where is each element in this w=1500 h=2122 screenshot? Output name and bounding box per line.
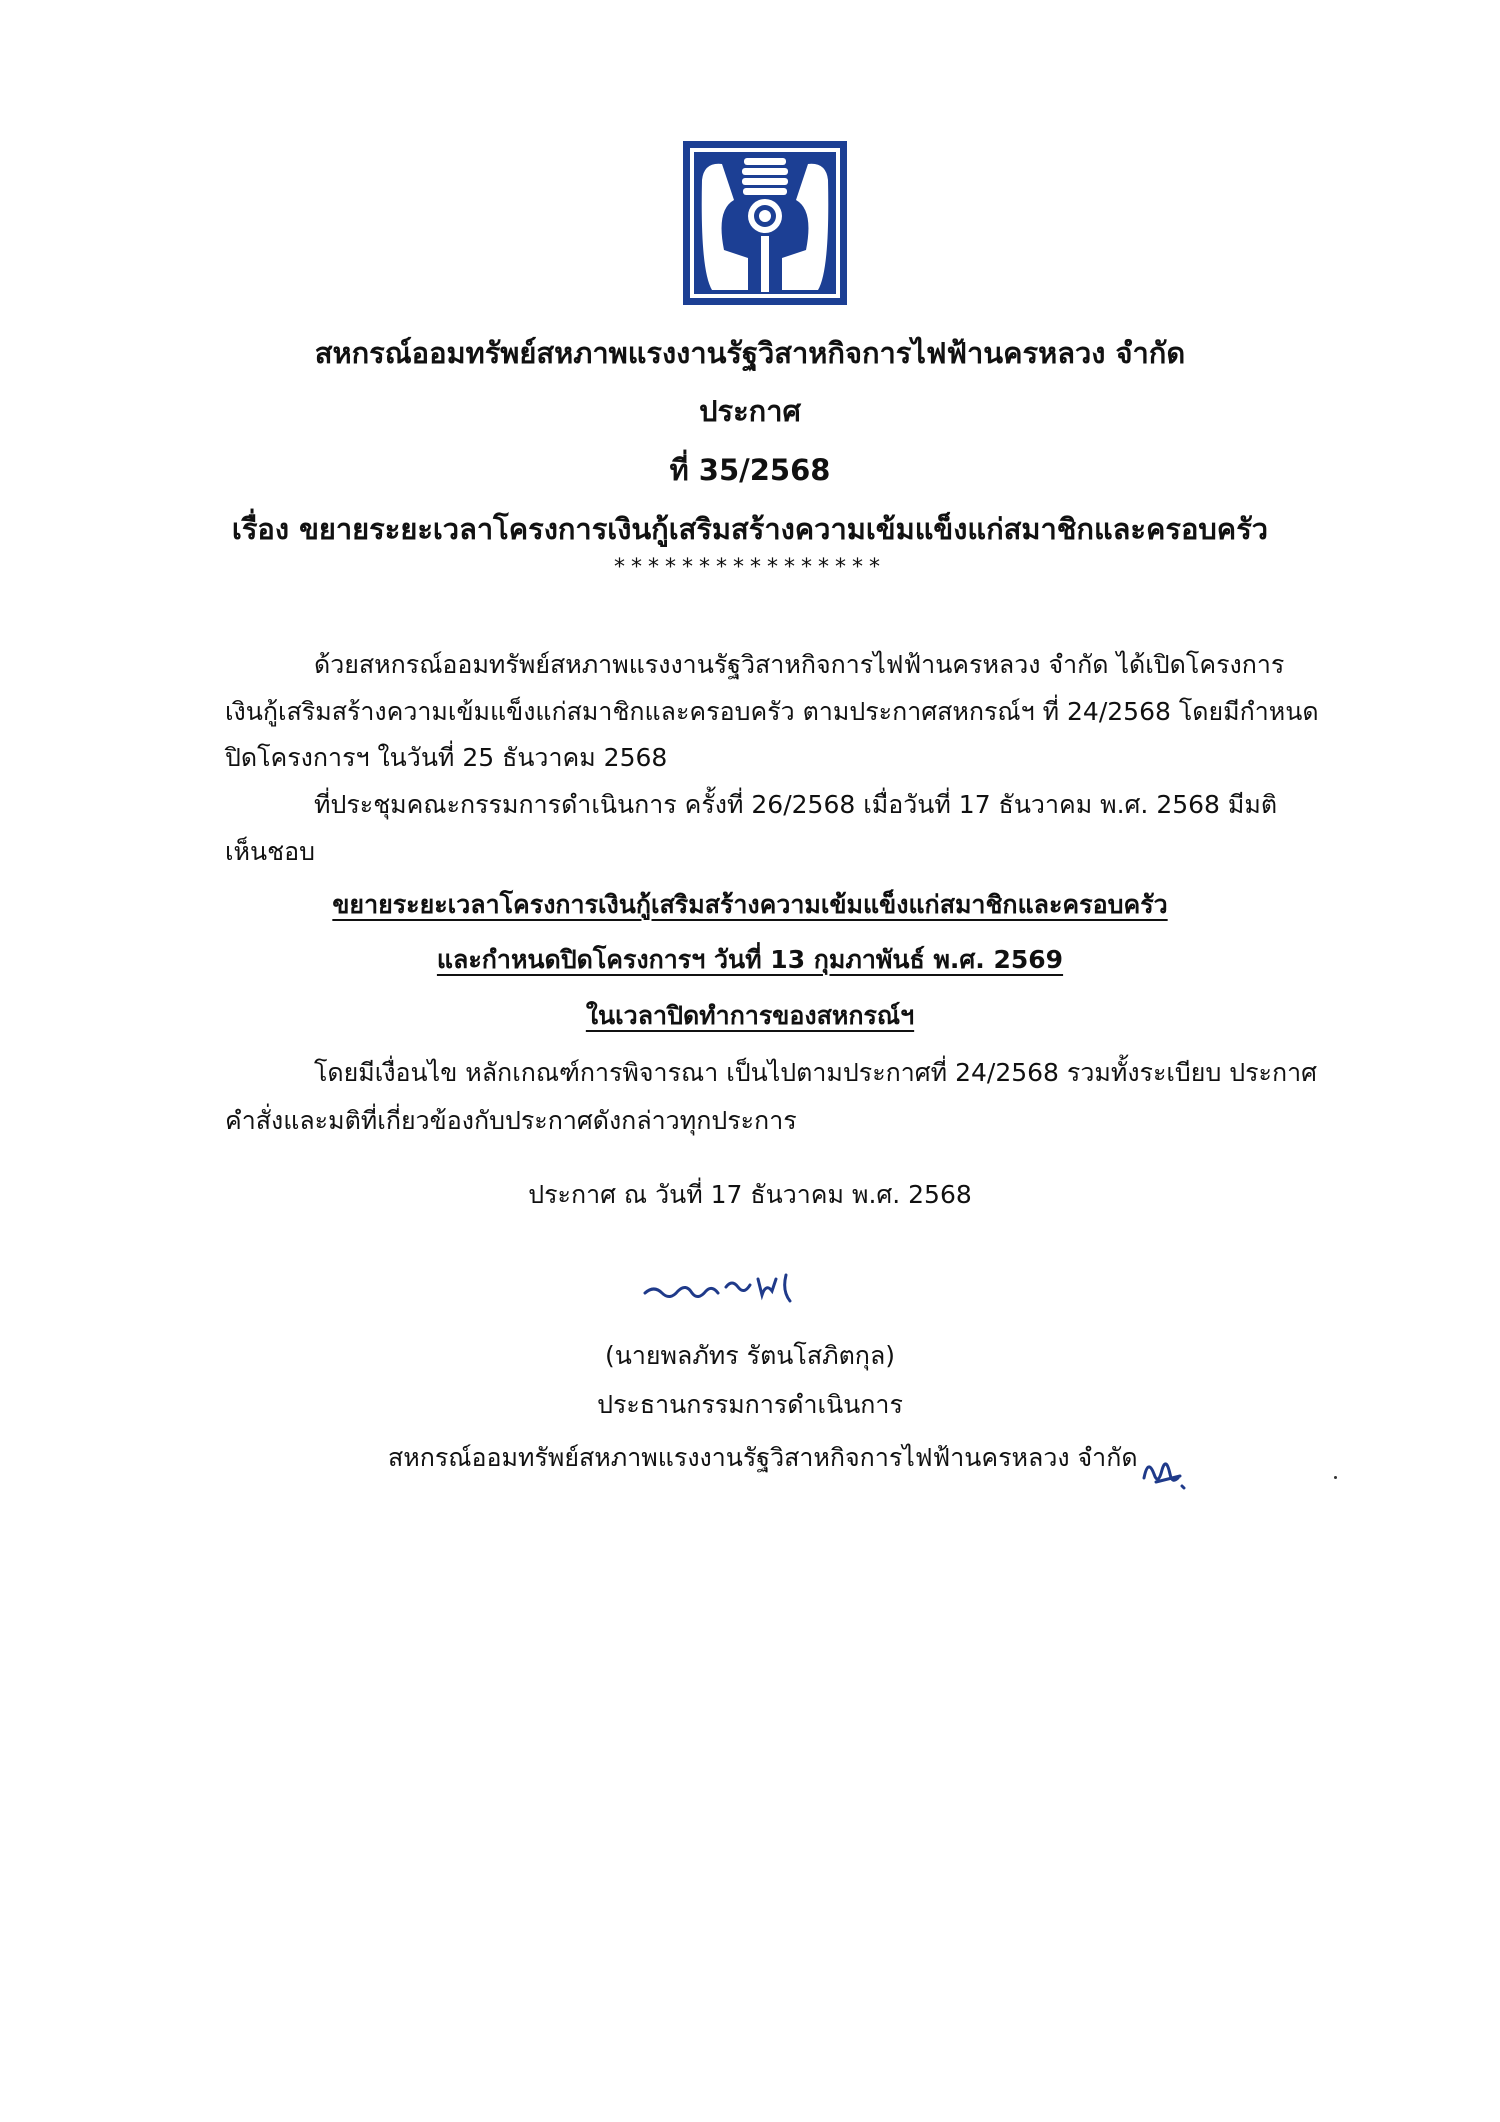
signatory-name: (นายพลภัทร รัตนโสภิตกุล) [604, 1341, 896, 1370]
resolution-line-2: และกำหนดปิดโครงการฯ วันที่ 13 กุมภาพันธ์ พ.ศ. 2569 [436, 945, 1064, 974]
speck-mark [1334, 1476, 1337, 1479]
paragraph-1-line-2: เงินกู้เสริมสร้างความเข้มแข็งแก่สมาชิกและครอบครัว ตามประกาศสหกรณ์ฯ ที่ 24/2568 โดยมีกำหนด [225, 697, 1319, 726]
signatory-position: ประธานกรรมการดำเนินการ [597, 1390, 903, 1419]
resolution-line-3: ในเวลาปิดทำการของสหกรณ์ฯ [585, 1001, 915, 1030]
organization-title: สหกรณ์ออมทรัพย์สหภาพแรงงานรัฐวิสาหกิจการไฟฟ้านครหลวง จำกัด [314, 336, 1186, 370]
handwritten-signature-icon [640, 1265, 810, 1310]
separator-stars: **************** [614, 555, 886, 580]
signatory-organization: สหกรณ์ออมทรัพย์สหภาพแรงงานรัฐวิสาหกิจการไฟฟ้านครหลวง จำกัด [388, 1443, 1138, 1472]
announcement-number: ที่ 35/2568 [669, 453, 831, 487]
paragraph-2-line-1: ที่ประชุมคณะกรรมการดำเนินการ ครั้งที่ 26/2568 เมื่อวันที่ 17 ธันวาคม พ.ศ. 2568 มีมติ [314, 790, 1278, 819]
paragraph-1-line-3: ปิดโครงการฯ ในวันที่ 25 ธันวาคม 2568 [225, 743, 668, 772]
handwritten-initials-icon [1138, 1448, 1188, 1494]
resolution-line-1: ขยายระยะเวลาโครงการเงินกู้เสริมสร้างความเข้มแข็งแก่สมาชิกและครอบครัว [332, 890, 1168, 919]
announcement-date: ประกาศ ณ วันที่ 17 ธันวาคม พ.ศ. 2568 [528, 1180, 972, 1209]
subject-line: เรื่อง ขยายระยะเวลาโครงการเงินกู้เสริมสร้างความเข้มแข็งแก่สมาชิกและครอบครัว [231, 512, 1269, 546]
paragraph-3-line-2: คำสั่งและมติที่เกี่ยวข้องกับประกาศดังกล่าวทุกประการ [225, 1106, 797, 1135]
cooperative-logo-icon [682, 140, 848, 306]
document-type: ประกาศ [699, 394, 801, 428]
paragraph-2-line-2: เห็นชอบ [225, 837, 315, 866]
paragraph-3-line-1: โดยมีเงื่อนไข หลักเกณฑ์การพิจารณา เป็นไปตามประกาศที่ 24/2568 รวมทั้งระเบียบ ประกาศ [314, 1058, 1318, 1087]
paragraph-1-line-1: ด้วยสหกรณ์ออมทรัพย์สหภาพแรงงานรัฐวิสาหกิจการไฟฟ้านครหลวง จำกัด ได้เปิดโครงการ [314, 650, 1285, 679]
